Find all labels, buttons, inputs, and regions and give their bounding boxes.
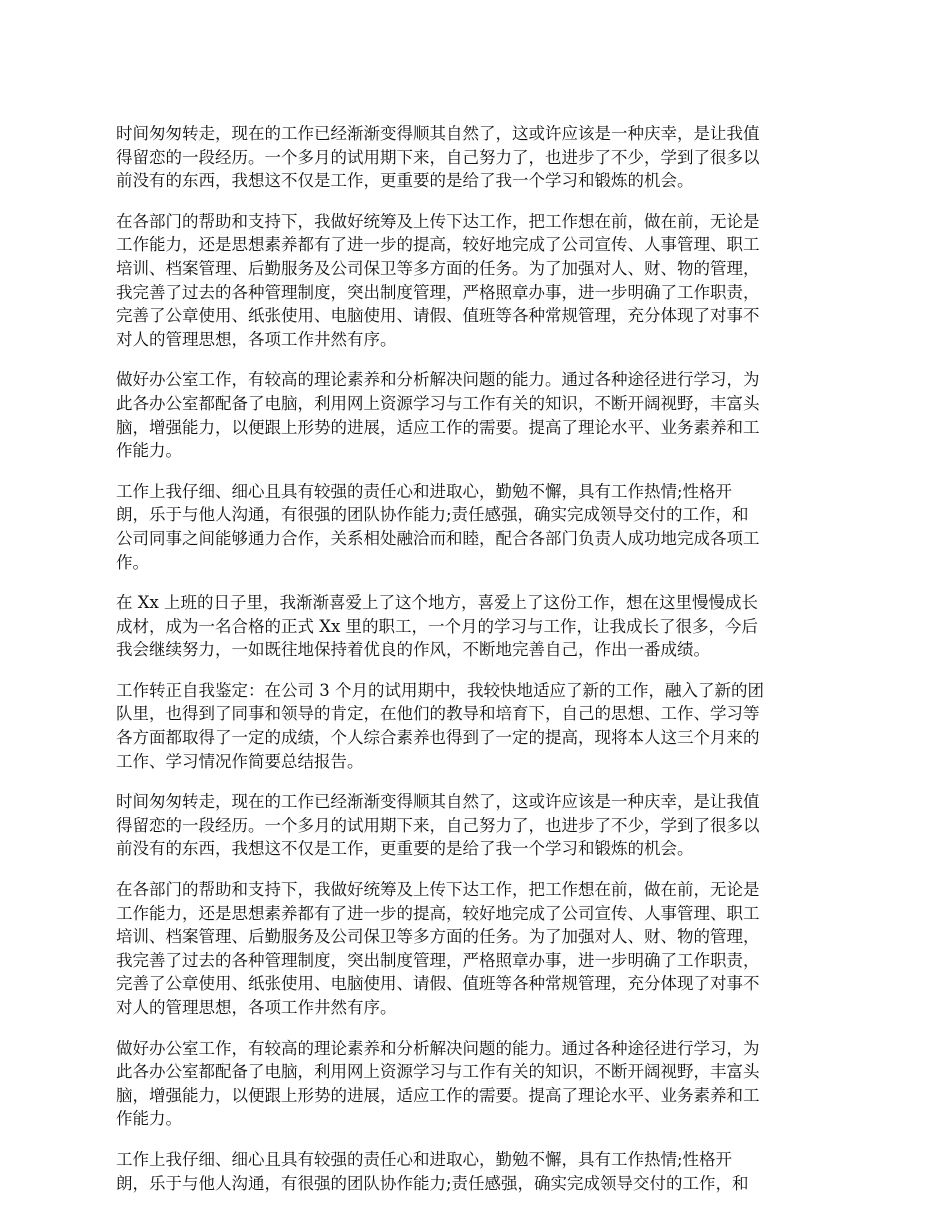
paragraph	[116, 1037, 842, 1131]
text-line: 做好办公室工作，有较高的理论素养和分析解决问题的能力。通过各种途径进行学习，为	[116, 370, 760, 390]
text-line: 脑，增强能力，以便跟上形势的进展，适应工作的需要。提高了理论水平、业务素养和工	[116, 1085, 760, 1105]
text-line: 我完善了过去的各种管理制度，突出制度管理，严格照章办事，进一步明确了工作职责，	[116, 950, 760, 970]
text-line: 公司同事之间能够通力合作，关系相处融洽而和睦，配合各部门负责人成功地完成各项工	[116, 528, 760, 548]
text-line: 朗，乐于与他人沟通，有很强的团队协作能力;责任感强，确实完成领导交付的工作，和	[116, 1173, 749, 1193]
text-line: 工作转正自我鉴定：在公司 3 个月的试用期中，我较快地适应了新的工作，融入了新的团	[116, 680, 764, 700]
text-line: 做好办公室工作，有较高的理论素养和分析解决问题的能力。通过各种途径进行学习，为	[116, 1038, 760, 1058]
text-line: 在各部门的帮助和支持下，我做好统筹及上传下达工作，把工作想在前，做在前，无论是	[116, 880, 760, 900]
text-line: 前没有的东西，我想这不仅是工作，更重要的是给了我一个学习和锻炼的机会。	[116, 839, 694, 859]
text-line: 工作上我仔细、细心且具有较强的责任心和进取心，勤勉不懈，具有工作热情;性格开	[116, 481, 733, 501]
text-line: 对人的管理思想，各项工作井然有序。	[116, 998, 397, 1017]
text-line: 得留恋的一段经历。一个多月的试用期下来，自己努力了，也进步了不少，学到了很多以	[116, 147, 760, 167]
text-line: 脑，增强能力，以便跟上形势的进展，适应工作的需要。提高了理论水平、业务素养和工	[116, 417, 760, 437]
text-line: 工作上我仔细、细心且具有较强的责任心和进取心，勤勉不懈，具有工作热情;性格开	[116, 1149, 733, 1169]
paragraph	[116, 591, 842, 662]
text-line: 成材，成为一名合格的正式 Xx 里的职工，一个月的学习与工作，让我成长了很多，今后	[116, 616, 759, 636]
text-line: 得留恋的一段经历。一个多月的试用期下来，自己努力了，也进步了不少，学到了很多以	[116, 815, 760, 835]
text-line: 在 Xx 上班的日子里，我渐渐喜爱上了这个地方，喜爱上了这份工作，想在这里慢慢成长	[116, 593, 759, 613]
text-line: 朗，乐于与他人沟通，有很强的团队协作能力;责任感强，确实完成领导交付的工作，和	[116, 505, 749, 525]
text-line: 我完善了过去的各种管理制度，突出制度管理，严格照章办事，进一步明确了工作职责，	[116, 282, 760, 302]
text-line: 前没有的东西，我想这不仅是工作，更重要的是给了我一个学习和锻炼的机会。	[116, 171, 694, 191]
paragraph	[116, 122, 842, 193]
text-line: 时间匆匆转走，现在的工作已经渐渐变得顺其自然了，这或许应该是一种庆幸，是让我值	[116, 124, 760, 143]
paragraph	[116, 1148, 842, 1195]
document-page	[116, 122, 842, 1212]
text-line: 对人的管理思想，各项工作井然有序。	[116, 329, 397, 349]
text-line: 我会继续努力，一如既往地保持着优良的作风，不断地完善自己，作出一番成绩。	[116, 640, 710, 660]
text-line: 工作、学习情况作简要总结报告。	[116, 751, 364, 771]
text-line: 各方面都取得了一定的成绩，个人综合素养也得到了一定的提高，现将本人这三个月来的	[116, 728, 760, 748]
text-line: 完善了公章使用、纸张使用、电脑使用、请假、值班等各种常规管理，充分体现了对事不	[116, 306, 760, 326]
paragraph	[116, 210, 842, 352]
text-line: 作能力。	[116, 441, 182, 461]
text-line: 此各办公室都配备了电脑，利用网上资源学习与工作有关的知识，不断开阔视野，丰富头	[116, 393, 760, 413]
text-line: 培训、档案管理、后勤服务及公司保卫等多方面的任务。为了加强对人、财、物的管理，	[116, 258, 760, 278]
text-line: 作能力。	[116, 1109, 182, 1129]
text-line: 完善了公章使用、纸张使用、电脑使用、请假、值班等各种常规管理，充分体现了对事不	[116, 974, 760, 994]
text-line: 作。	[116, 552, 149, 572]
paragraph	[116, 480, 842, 574]
paragraph	[116, 679, 842, 773]
text-line: 队里，也得到了同事和领导的肯定，在他们的教导和培育下，自己的思想、工作、学习等	[116, 704, 760, 724]
paragraph	[116, 878, 842, 1020]
text-line: 在各部门的帮助和支持下，我做好统筹及上传下达工作，把工作想在前，做在前，无论是	[116, 211, 760, 231]
text-line: 工作能力，还是思想素养都有了进一步的提高，较好地完成了公司宣传、人事管理、职工	[116, 235, 760, 255]
paragraph	[116, 790, 842, 861]
text-line: 时间匆匆转走，现在的工作已经渐渐变得顺其自然了，这或许应该是一种庆幸，是让我值	[116, 792, 760, 812]
text-line: 此各办公室都配备了电脑，利用网上资源学习与工作有关的知识，不断开阔视野，丰富头	[116, 1062, 760, 1082]
paragraph	[116, 368, 842, 462]
text-line: 工作能力，还是思想素养都有了进一步的提高，较好地完成了公司宣传、人事管理、职工	[116, 903, 760, 923]
text-line: 培训、档案管理、后勤服务及公司保卫等多方面的任务。为了加强对人、财、物的管理，	[116, 927, 760, 947]
